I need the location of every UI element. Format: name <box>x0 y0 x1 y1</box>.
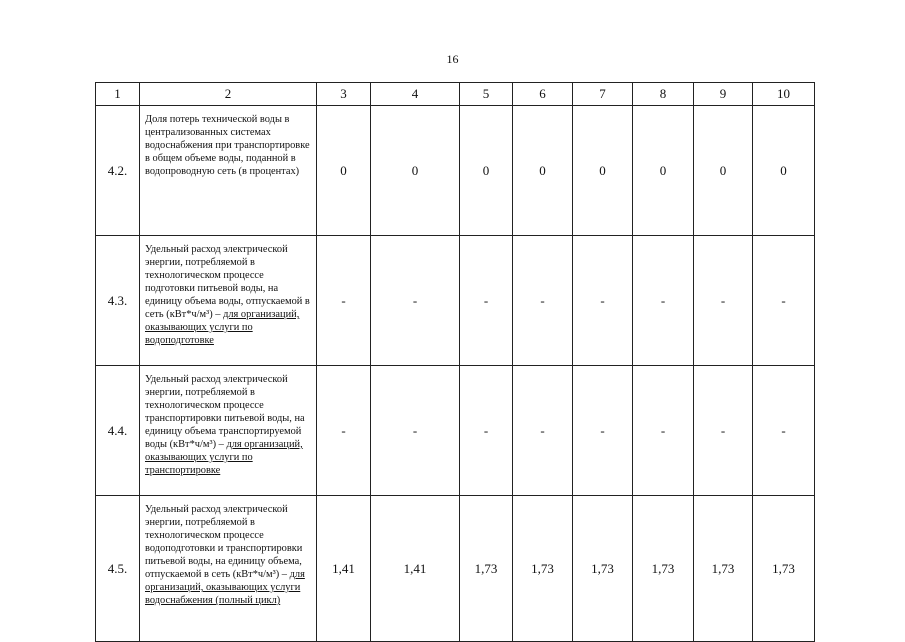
column-header: 1 <box>96 83 140 106</box>
table-cell: - <box>753 366 815 496</box>
column-header: 6 <box>513 83 573 106</box>
row-number: 4.4. <box>96 366 140 496</box>
table-cell: - <box>513 366 573 496</box>
row-description <box>140 496 317 642</box>
table-cell: 0 <box>753 106 815 236</box>
table-cell: 1,73 <box>633 496 694 642</box>
table-cell: - <box>694 366 753 496</box>
table-cell: - <box>513 236 573 366</box>
description-text: Удельный расход электрической энергии, потребляемой в технологическом процессе транспортировки питьевой воды, на единицу объема транспортируемой воды (кВт*ч/м³) – <box>145 374 305 450</box>
table-cell: 0 <box>371 106 460 236</box>
table-cell: - <box>460 366 513 496</box>
table-cell: - <box>371 236 460 366</box>
table-cell: - <box>317 236 371 366</box>
column-header: 10 <box>753 83 815 106</box>
row-number: 4.5. <box>96 496 140 642</box>
page-number: 16 <box>446 52 459 66</box>
table-row <box>96 496 815 642</box>
table-cell: 1,73 <box>694 496 753 642</box>
indicators-table <box>95 82 815 642</box>
row-number: 4.3. <box>96 236 140 366</box>
description-underlined-text: для организаций, оказывающих услуги по транспортировке <box>145 439 303 476</box>
table-cell: 0 <box>573 106 633 236</box>
table-cell: 1,73 <box>460 496 513 642</box>
table-cell: - <box>633 236 694 366</box>
table-cell: 1,41 <box>371 496 460 642</box>
table-cell: 1,73 <box>753 496 815 642</box>
row-number: 4.2. <box>96 106 140 236</box>
row-description <box>140 366 317 496</box>
table-cell: - <box>753 236 815 366</box>
description-text: Удельный расход электрической энергии, потребляемой в технологическом процессе подготовки питьевой воды, на единицу объема воды, отпускаемой в сеть (кВт*ч/м³) – <box>145 244 310 320</box>
table-cell: - <box>371 366 460 496</box>
table-cell: 0 <box>513 106 573 236</box>
table-cell: - <box>460 236 513 366</box>
column-header: 8 <box>633 83 694 106</box>
table-cell: - <box>573 366 633 496</box>
column-header: 2 <box>140 83 317 106</box>
table-row <box>96 236 815 366</box>
column-header: 3 <box>317 83 371 106</box>
column-header: 4 <box>371 83 460 106</box>
column-header: 7 <box>573 83 633 106</box>
table-cell: 1,73 <box>513 496 573 642</box>
table-cell: - <box>573 236 633 366</box>
table-cell: 0 <box>633 106 694 236</box>
table-row <box>96 106 815 236</box>
table-cell: - <box>633 366 694 496</box>
description-underlined-text: для организаций, оказывающих услуги водоснабжения (полный цикл) <box>145 569 305 606</box>
description-text: Доля потерь технической воды в централизованных системах водоснабжения при транспортировке в общем объеме воды, поданной в водопроводную сеть (в процентах) <box>145 114 310 177</box>
header-row <box>96 83 815 106</box>
description-underlined-text: для организаций, оказывающих услуги по водоподготовке <box>145 309 300 346</box>
row-description <box>140 236 317 366</box>
row-description <box>140 106 317 236</box>
column-header: 9 <box>694 83 753 106</box>
table-cell: 0 <box>460 106 513 236</box>
table-cell: - <box>317 366 371 496</box>
table-cell: 0 <box>317 106 371 236</box>
table-cell: 0 <box>694 106 753 236</box>
table-cell: 1,41 <box>317 496 371 642</box>
description-text: Удельный расход электрической энергии, потребляемой в технологическом процессе водоподготовки и транспортировки питьевой воды, на единицу объема, отпускаемой в сеть (кВт*ч/м³) – <box>145 504 303 580</box>
column-header: 5 <box>460 83 513 106</box>
table-row <box>96 366 815 496</box>
table-cell: - <box>694 236 753 366</box>
table-cell: 1,73 <box>573 496 633 642</box>
